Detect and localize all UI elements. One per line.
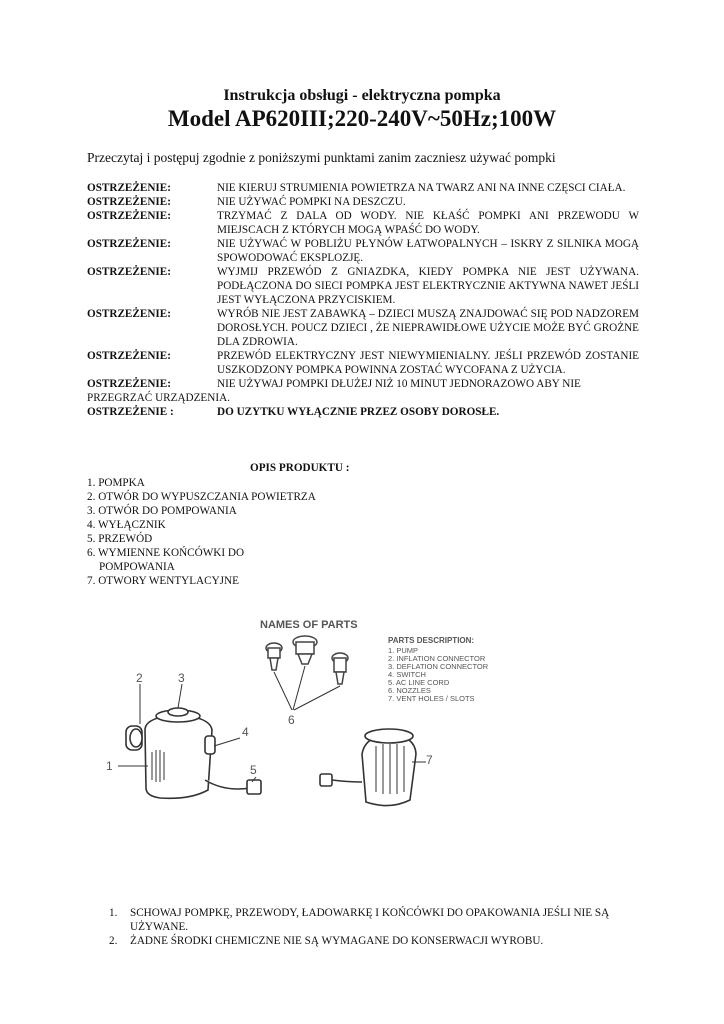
warning-text: TRZYMAĆ Z DALA OD WODY. NIE KŁAŚĆ POMPKI ANI PRZEWODU W MIEJSCACH Z KTÓRYCH MOGĄ WPAŚĆ DO WODY.: [217, 210, 639, 236]
callout-5: 5: [250, 763, 257, 777]
warning-item: [87, 405, 639, 419]
diagram-desc-item: 7. VENT HOLES / SLOTS: [388, 694, 475, 703]
intro-text: Przeczytaj i postępuj zgodnie z poniższymi punktami zanim zaczniesz używać pompki: [87, 150, 556, 165]
product-section-title: OPIS PRODUKTU :: [250, 462, 350, 474]
list-number: 1.: [109, 907, 118, 919]
diagram-desc-item: 6. NOZZLES: [388, 686, 431, 695]
pump-rear-illustration: [320, 729, 416, 806]
list-text: ŻADNE ŚRODKI CHEMICZNE NIE SĄ WYMAGANE DO KONSERWACJI WYROBU.: [130, 935, 544, 947]
warning-item: [87, 265, 639, 307]
callout-1: 1: [106, 759, 113, 773]
list-item: 3. OTWÓR DO POMPOWANIA: [87, 505, 237, 517]
warning-text: NIE UŻYWAĆ POMPKI NA DESZCZU.: [217, 196, 406, 208]
warning-item: [87, 237, 639, 265]
warning-text: WYRÓB NIE JEST ZABAWKĄ – DZIECI MUSZĄ ZNAJDOWAĆ SIĘ POD NADZOREM DOROSŁYCH. POUCZ DZIECI , ŻE NIEPRAWIDŁOWE UŻYCIE MOŻE BYĆ GROŻNE DLA ZDROWIA.: [217, 308, 639, 348]
warning-item: [87, 181, 639, 195]
nozzle-leader-lines: [274, 666, 340, 710]
warning-label: OSTRZEŻENIE:: [87, 308, 171, 320]
diagram-desc-item: 1. PUMP: [388, 646, 419, 655]
list-number: 2.: [109, 935, 118, 947]
warning-text: PRZEWÓD ELEKTRYCZNY JEST NIEWYMIENIALNY. JEŚLI PRZEWÓD ZOSTANIE USZKODZONY POMPKA POWINNA ZOSTAĆ WYCOFANA Z UŻYCIA.: [217, 350, 639, 376]
storage-instructions: [109, 906, 629, 948]
warning-item: [87, 349, 639, 377]
diagram-desc-item: 5. AC LINE CORD: [388, 678, 450, 687]
list-item: 7. OTWORY WENTYLACYJNE: [87, 575, 239, 587]
list-item: [109, 934, 629, 948]
warning-item: [87, 307, 639, 349]
warning-label: OSTRZEŻENIE:: [87, 238, 171, 250]
model-title: Model AP620III;220-240V~50Hz;100W: [167, 106, 557, 131]
callout-2: 2: [136, 671, 143, 685]
diagram-desc-item: 3. DEFLATION CONNECTOR: [388, 662, 489, 671]
warning-label: OSTRZEŻENIE:: [87, 266, 171, 278]
warning-text: DO UZYTKU WYŁĄCZNIE PRZEZ OSOBY DOROSŁE.: [217, 406, 500, 418]
diagram-desc-title: PARTS DESCRIPTION:: [388, 636, 475, 645]
warning-text: NIE UŻYWAJ POMPKI DŁUŻEJ NIŻ 10 MINUT JEDNORAZOWO ABY NIE PRZEGRZAĆ URZĄDZENIA.: [87, 378, 581, 404]
list-item: 1. POMPKA: [87, 477, 145, 489]
nozzles-illustration: [266, 636, 348, 684]
list-item: 4. WYŁĄCZNIK: [87, 519, 166, 531]
warning-label: OSTRZEŻENIE:: [87, 210, 171, 222]
document-title: Instrukcja obsługi - elektryczna pompka: [223, 87, 501, 104]
warning-label: OSTRZEŻENIE:: [87, 196, 171, 208]
warning-label: OSTRZEŻENIE:: [87, 182, 171, 194]
list-item: 6. WYMIENNE KOŃCÓWKI DO: [87, 547, 245, 559]
warning-label: OSTRZEŻENIE :: [87, 406, 174, 418]
warning-label: OSTRZEŻENIE:: [87, 378, 171, 390]
list-item: 2. OTWÓR DO WYPUSZCZANIA POWIETRZA: [87, 491, 316, 503]
callout-6: 6: [288, 713, 295, 727]
warnings-list: [87, 181, 639, 419]
callout-3: 3: [178, 671, 185, 685]
callout-7: 7: [426, 753, 433, 767]
warning-text: NIE KIERUJ STRUMIENIA POWIETRZA NA TWARZ ANI NA INNE CZĘSCI CIAŁA.: [217, 182, 626, 194]
parts-diagram: [100, 612, 520, 822]
parts-list: [87, 476, 316, 588]
diagram-heading: NAMES OF PARTS: [260, 619, 358, 631]
callout-4: 4: [242, 725, 249, 739]
diagram-desc-item: 2. INFLATION CONNECTOR: [388, 654, 486, 663]
list-item: [109, 906, 629, 934]
list-item: POMPOWANIA: [99, 561, 175, 573]
list-text: SCHOWAJ POMPKĘ, PRZEWODY, ŁADOWARKĘ I KOŃCÓWKI DO OPAKOWANIA JEŚLI NIE SĄ UŻYWANE.: [130, 907, 610, 933]
pump-illustration: [126, 708, 261, 798]
warning-item: [87, 377, 639, 405]
warning-text: WYJMIJ PRZEWÓD Z GNIAZDKA, KIEDY POMPKA NIE JEST UŻYWANA. PODŁĄCZONA DO SIECI POMPKA JEST ELEKTRYCZNIE AKTYWNA NAWET JEŚLI JEST WYŁĄCZONA PRZYCISKIEM.: [217, 266, 639, 306]
warning-label: OSTRZEŻENIE:: [87, 350, 171, 362]
warning-item: [87, 195, 639, 209]
diagram-desc-item: 4. SWITCH: [388, 670, 426, 679]
warning-text: NIE UŻYWAĆ W POBLIŻU PŁYNÓW ŁATWOPALNYCH – ISKRY Z SILNIKA MOGĄ SPOWODOWAĆ EKSPLOZJĘ.: [217, 238, 639, 264]
list-item: 5. PRZEWÓD: [87, 533, 153, 545]
warning-item: [87, 209, 639, 237]
